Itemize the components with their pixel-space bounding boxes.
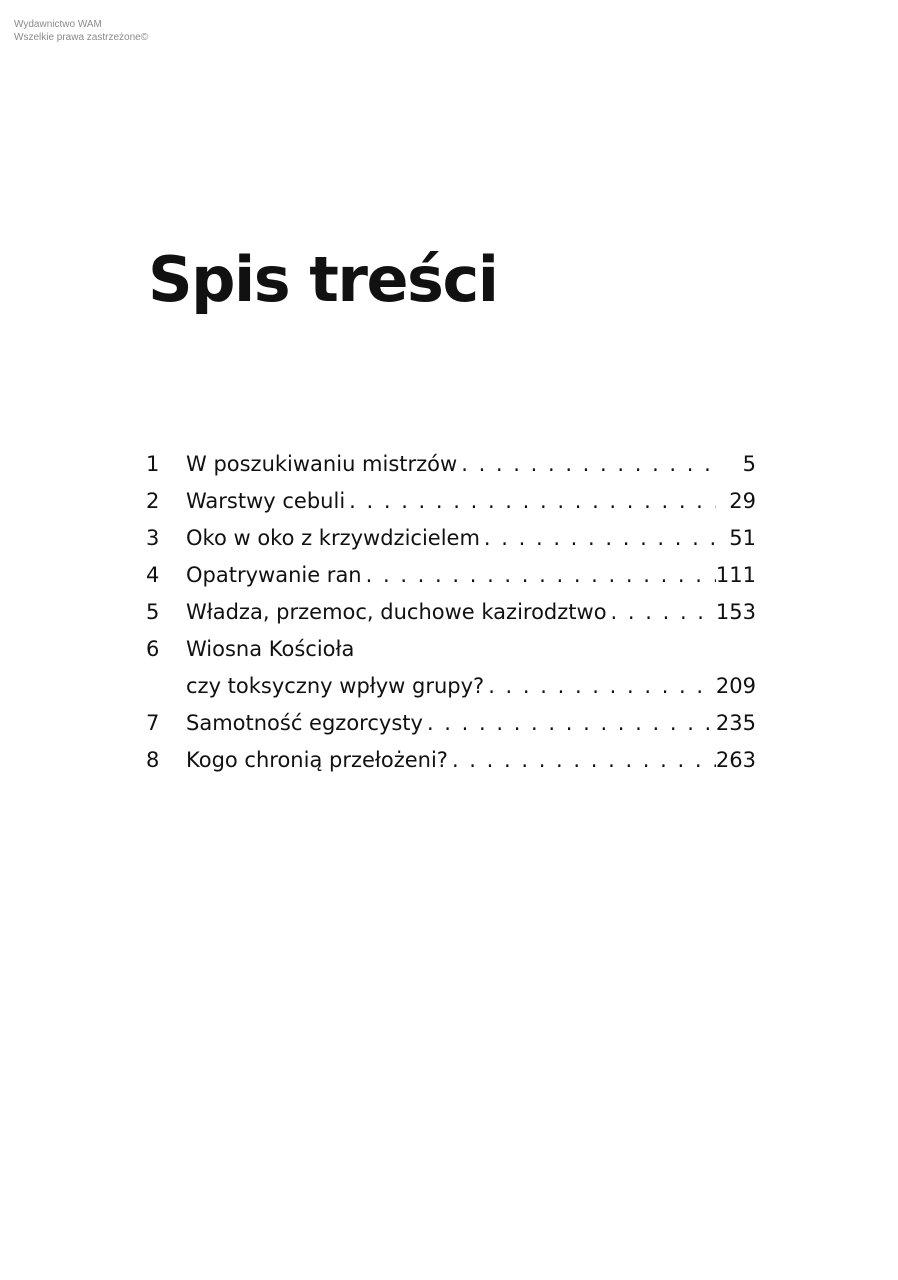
toc-leader-dots xyxy=(607,594,716,631)
toc-page-number: 51 xyxy=(729,526,756,550)
toc-entry-6-continued[interactable] xyxy=(146,668,756,705)
toc-number: 5 xyxy=(146,600,160,624)
toc-label: Warstwy cebuli xyxy=(186,489,346,513)
watermark xyxy=(14,18,148,44)
toc-leader-dots xyxy=(345,483,716,520)
toc-number: 7 xyxy=(146,711,160,735)
toc-number: 3 xyxy=(146,526,160,550)
toc-number: 1 xyxy=(146,452,160,476)
toc-entry-7[interactable] xyxy=(146,705,756,742)
toc-label: Opatrywanie ran xyxy=(186,563,362,587)
toc-entry-6[interactable] xyxy=(146,631,756,668)
toc-label: W poszukiwaniu mistrzów xyxy=(186,452,458,476)
toc-number: 8 xyxy=(146,748,160,772)
toc-label: Kogo chronią przełożeni? xyxy=(186,748,448,772)
toc-page-number: 235 xyxy=(715,711,756,735)
toc-page-number: 111 xyxy=(715,563,756,587)
toc-leader-dots xyxy=(484,668,716,705)
toc-label: Samotność egzorcysty xyxy=(186,711,423,735)
toc-leader-dots xyxy=(480,520,716,557)
toc-leader-dots xyxy=(448,742,716,779)
toc-page-number: 29 xyxy=(729,489,756,513)
toc-leader-dots xyxy=(362,557,716,594)
toc-entry-8[interactable] xyxy=(146,742,756,779)
toc-page-number: 5 xyxy=(742,452,756,476)
toc-number: 2 xyxy=(146,489,160,513)
toc-label: Oko w oko z krzywdzicielem xyxy=(186,526,480,550)
toc-number: 6 xyxy=(146,637,160,661)
toc-entry-4[interactable] xyxy=(146,557,756,594)
toc-page-number: 263 xyxy=(715,748,756,772)
table-of-contents xyxy=(146,446,756,779)
watermark-rights: Wszelkie prawa zastrzeżone© xyxy=(14,32,149,43)
toc-leader-dots xyxy=(423,705,716,742)
toc-number: 4 xyxy=(146,563,160,587)
toc-entry-3[interactable] xyxy=(146,520,756,557)
toc-page-number: 209 xyxy=(715,674,756,698)
toc-entry-5[interactable] xyxy=(146,594,756,631)
toc-leader-dots xyxy=(457,446,716,483)
toc-entry-2[interactable] xyxy=(146,483,756,520)
toc-label: Wiosna Kościoła xyxy=(186,637,355,661)
toc-label: czy toksyczny wpływ grupy? xyxy=(186,674,485,698)
page-title: Spis treści xyxy=(148,243,498,316)
toc-entry-1[interactable] xyxy=(146,446,756,483)
toc-label: Władza, przemoc, duchowe kazirodztwo xyxy=(186,600,607,624)
toc-page-number: 153 xyxy=(715,600,756,624)
watermark-publisher: Wydawnictwo WAM xyxy=(14,19,102,30)
